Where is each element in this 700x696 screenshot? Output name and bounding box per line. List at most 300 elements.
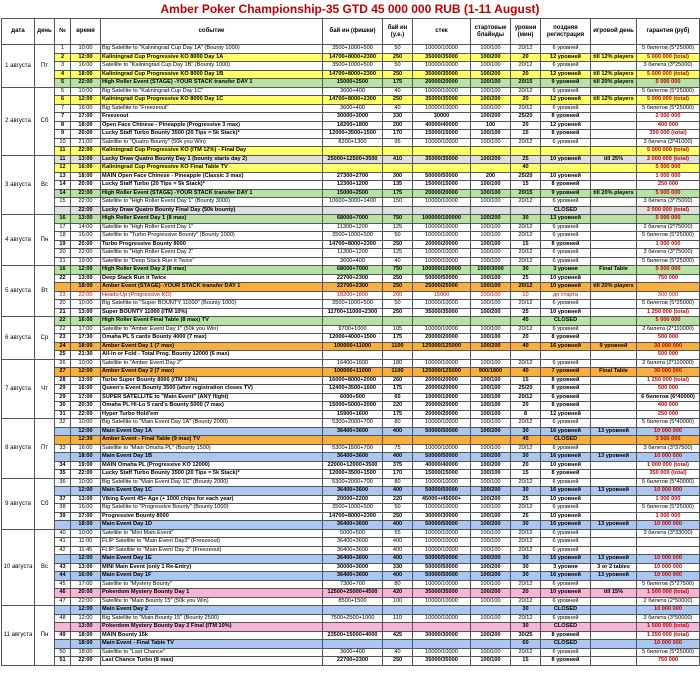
late-registration: 9 уровней xyxy=(541,189,591,198)
buyin-ue: 750 xyxy=(383,266,413,275)
table-row xyxy=(2,563,700,572)
buyin-chips: 12000+4000+1500 xyxy=(323,334,383,343)
event-name: Omaha PL 5 cards Bounty 4000 (7 max) xyxy=(101,334,323,343)
levels: 30 xyxy=(511,427,541,436)
event-name: MAIN Bounty 15k xyxy=(101,631,323,640)
event-name: High Roller Event (STAGE) -YOUR STACK transfer DAY 1 xyxy=(101,79,323,88)
game-day xyxy=(591,461,637,470)
table-row xyxy=(2,130,700,139)
event-name: Heads-Up (Progressive KO) xyxy=(101,291,323,300)
event-name: Satellite to "Mini Main Event" xyxy=(101,529,323,538)
event-name: High Roller Event Day 1 (8 max) xyxy=(101,215,323,224)
guarantee: 10 000 000 xyxy=(637,563,700,572)
buyin-ue xyxy=(383,436,413,445)
levels: 20/12 xyxy=(511,249,541,258)
buyin-chips: 3600+400 xyxy=(323,648,383,657)
late-registration: 6 уровней xyxy=(541,300,591,309)
game-day: till 20% players xyxy=(591,283,637,292)
table-row xyxy=(2,376,700,385)
buyin-ue: 200 xyxy=(383,121,413,130)
table-row xyxy=(2,308,700,317)
stack: 125000/125000 xyxy=(413,368,471,377)
weekday-cell: Пн xyxy=(35,215,55,266)
stack: 20000/20000 xyxy=(413,240,471,249)
event-number xyxy=(55,606,71,615)
event-name: Kaliningrad Cup Progressive KO 8000 Day 1B xyxy=(101,70,323,79)
guarantee: 5 билетов (5*40000) xyxy=(637,478,700,487)
levels: 20 xyxy=(511,70,541,79)
event-number: 36 xyxy=(55,478,71,487)
levels: 25 xyxy=(511,155,541,164)
start-blinds: 100/200 xyxy=(471,155,511,164)
buyin-chips xyxy=(323,147,383,156)
guarantee: 5 билетов (5*25000) xyxy=(637,232,700,241)
event-number: 50 xyxy=(55,648,71,657)
guarantee: 6 билетов (6*40000) xyxy=(637,393,700,402)
table-row xyxy=(2,478,700,487)
buyin-ue xyxy=(383,351,413,360)
stack: 10000/10000 xyxy=(413,597,471,606)
late-registration: 12 уровней xyxy=(541,410,591,419)
game-day xyxy=(591,308,637,317)
guarantee: 750 000 xyxy=(637,274,700,283)
guarantee: 5 000 000 xyxy=(637,79,700,88)
stack: 10000/10000 xyxy=(413,87,471,96)
start-blinds: 100/100 xyxy=(471,376,511,385)
game-day xyxy=(591,538,637,547)
date-cell: 8 августа xyxy=(2,419,35,479)
late-registration: 13 уровней xyxy=(541,215,591,224)
guarantee: 5 000 000 (total) xyxy=(637,53,700,62)
game-day xyxy=(591,495,637,504)
game-day xyxy=(591,198,637,207)
event-number: 45 xyxy=(55,580,71,589)
event-time: 12:00 xyxy=(71,427,101,436)
event-name: Main Event Day 1D xyxy=(101,521,323,530)
column-header: уровни (мин) xyxy=(511,19,541,45)
buyin-chips: 36400+3600 xyxy=(323,572,383,581)
table-row xyxy=(2,62,700,71)
stack: 45000+/45000+ xyxy=(413,495,471,504)
start-blinds: 100/100 xyxy=(471,385,511,394)
event-number: 31 xyxy=(55,410,71,419)
levels: 60 xyxy=(511,640,541,649)
late-registration: 10 уровней xyxy=(541,461,591,470)
buyin-ue: 100 xyxy=(383,597,413,606)
stack: 50000/50000 xyxy=(413,572,471,581)
levels: 20/12 xyxy=(511,45,541,54)
game-day xyxy=(591,45,637,54)
buyin-ue: 55 xyxy=(383,529,413,538)
guarantee: 5 билетов (5*40000) xyxy=(637,419,700,428)
event-name: Satellite to "Kaliningrad Cup Day 1B" (Bounty 1000) xyxy=(101,62,323,71)
buyin-chips xyxy=(323,606,383,615)
levels: 25/20 xyxy=(511,113,541,122)
game-day xyxy=(591,274,637,283)
buyin-chips: 100000+11000 xyxy=(323,368,383,377)
stack: 10000/10000 xyxy=(413,249,471,258)
stack: 15000/15000 xyxy=(413,181,471,190)
game-day xyxy=(591,232,637,241)
table-row xyxy=(2,555,700,564)
event-name: Satellite to "Amber Event Day 2" xyxy=(101,359,323,368)
start-blinds: 100/100 xyxy=(471,138,511,147)
event-number xyxy=(55,206,71,215)
late-registration: 8 уровней xyxy=(541,376,591,385)
buyin-chips: 25000+12500+3500 xyxy=(323,155,383,164)
guarantee: 5 билетов (5*25000) xyxy=(637,45,700,54)
event-time: 12:00 xyxy=(71,266,101,275)
event-time: 20:00 xyxy=(71,240,101,249)
guarantee: 2 билета (2*110000) xyxy=(637,325,700,334)
late-registration: 6 уровней xyxy=(541,198,591,207)
buyin-ue: 50 xyxy=(383,232,413,241)
start-blinds: 100/100 xyxy=(471,45,511,54)
levels: 40 xyxy=(511,368,541,377)
game-day: Final Table xyxy=(591,266,637,275)
start-blinds: 1500/3000 xyxy=(471,266,511,275)
start-blinds: 100/200 xyxy=(471,487,511,496)
late-registration: 8 уровней xyxy=(541,657,591,666)
late-registration: 12 уровней xyxy=(541,121,591,130)
buyin-ue: 250 xyxy=(383,240,413,249)
game-day xyxy=(591,300,637,309)
stack: 10000/10000 xyxy=(413,478,471,487)
table-row xyxy=(2,589,700,598)
event-time: 19:00 xyxy=(71,461,101,470)
guarantee: 300 000 xyxy=(637,291,700,300)
late-registration: 8 уровней xyxy=(541,470,591,479)
buyin-ue: 175 xyxy=(383,79,413,88)
game-day: 13 уровней xyxy=(591,572,637,581)
event-number: 15 xyxy=(55,198,71,207)
table-row xyxy=(2,648,700,657)
late-registration: 3 уровня xyxy=(541,266,591,275)
buyin-chips: 12000+3500+1500 xyxy=(323,470,383,479)
game-day xyxy=(591,206,637,215)
late-registration: CLOSED xyxy=(541,206,591,215)
buyin-chips: 16400+1600 xyxy=(323,359,383,368)
schedule-table xyxy=(1,18,700,666)
late-registration xyxy=(541,147,591,156)
game-day: till 20% players xyxy=(591,189,637,198)
stack xyxy=(413,317,471,326)
event-number: 42 xyxy=(55,546,71,555)
buyin-ue: 40 xyxy=(383,104,413,113)
event-number: 47 xyxy=(55,597,71,606)
stack: 35000/35000 xyxy=(413,96,471,105)
buyin-ue: 250 xyxy=(383,53,413,62)
start-blinds: 100/100 xyxy=(471,291,511,300)
buyin-chips xyxy=(323,640,383,649)
start-blinds: 100/100 xyxy=(471,512,511,521)
event-time: 14:00 xyxy=(71,223,101,232)
event-time: 18:00 xyxy=(71,121,101,130)
start-blinds: 100/200 xyxy=(471,589,511,598)
table-row xyxy=(2,172,700,181)
game-day xyxy=(591,121,637,130)
game-day xyxy=(591,597,637,606)
late-registration: 6 уровней xyxy=(541,444,591,453)
stack xyxy=(413,436,471,445)
event-number: 22 xyxy=(55,274,71,283)
levels: 20/12 xyxy=(511,648,541,657)
start-blinds: 100/100 xyxy=(471,62,511,71)
buyin-ue: 170 xyxy=(383,130,413,139)
buyin-ue: 80 xyxy=(383,580,413,589)
table-row xyxy=(2,572,700,581)
stack: 10000/10000 xyxy=(413,62,471,71)
buyin-ue: 135 xyxy=(383,181,413,190)
stack: 20000/20000 xyxy=(413,79,471,88)
event-name: Big Satellite to "Main Bounty 15" (Bounty 2500) xyxy=(101,614,323,623)
game-day xyxy=(591,104,637,113)
stack: 15000/15000 xyxy=(413,130,471,139)
event-number xyxy=(55,427,71,436)
stack: 35000/35000 xyxy=(413,70,471,79)
game-day xyxy=(591,419,637,428)
event-time: 16:00 xyxy=(71,504,101,513)
event-number: 22 xyxy=(55,317,71,326)
guarantee: 3 билета (3*25000) xyxy=(637,62,700,71)
game-day: till 25% xyxy=(591,155,637,164)
buyin-chips: 11300+1200 xyxy=(323,249,383,258)
event-number xyxy=(55,640,71,649)
event-number: 20 xyxy=(55,249,71,258)
late-registration: 6 уровней xyxy=(541,325,591,334)
event-name: Kaliningrad Cup Progressive KO (ITM 12%) - Final Day xyxy=(101,147,323,156)
buyin-chips: 23500+15000+4000 xyxy=(323,631,383,640)
start-blinds: 100/100 xyxy=(471,546,511,555)
buyin-ue: 750 xyxy=(383,215,413,224)
event-number: 3 xyxy=(55,62,71,71)
event-time: 17:00 xyxy=(71,580,101,589)
buyin-chips: 11700+11000+2300 xyxy=(323,308,383,317)
table-row xyxy=(2,300,700,309)
weekday-cell: Вс xyxy=(35,529,55,606)
late-registration: 6 уровней xyxy=(541,87,591,96)
event-time: 12:00 xyxy=(71,368,101,377)
guarantee: 5 000 000 xyxy=(637,215,700,224)
event-name: Main Event Day 2 xyxy=(101,606,323,615)
buyin-chips: 100000+11000 xyxy=(323,342,383,351)
guarantee: 10 000 000 xyxy=(637,521,700,530)
levels xyxy=(511,351,541,360)
table-row xyxy=(2,155,700,164)
stack: 100000/100000 xyxy=(413,215,471,224)
stack: 35000/35000 xyxy=(413,155,471,164)
late-registration: CLOSED xyxy=(541,623,591,632)
weekday-cell: Пн xyxy=(35,606,55,666)
buyin-ue xyxy=(383,147,413,156)
start-blinds: 100/200 xyxy=(471,572,511,581)
table-row xyxy=(2,359,700,368)
event-time: 13:00 xyxy=(71,623,101,632)
event-time: 21:00 xyxy=(71,138,101,147)
event-time: 22:00 xyxy=(71,657,101,666)
guarantee: 3 билета (3*37500) xyxy=(637,444,700,453)
game-day: till 20% players xyxy=(591,79,637,88)
game-day: Final Table xyxy=(591,368,637,377)
late-registration xyxy=(541,164,591,173)
start-blinds: 100/200 xyxy=(471,453,511,462)
late-registration: 6 уровней xyxy=(541,538,591,547)
event-time: 18:00 xyxy=(71,453,101,462)
buyin-ue: 1100 xyxy=(383,342,413,351)
buyin-ue: 105 xyxy=(383,325,413,334)
game-day xyxy=(591,402,637,411)
levels: 20/15 xyxy=(511,189,541,198)
late-registration: 10 уровней xyxy=(541,512,591,521)
levels: 30 xyxy=(511,555,541,564)
table-row xyxy=(2,402,700,411)
levels: 20/12 xyxy=(511,283,541,292)
guarantee: 10 000 000 xyxy=(637,427,700,436)
late-registration: 10 уровней xyxy=(541,172,591,181)
stack: 35000/35000 xyxy=(413,53,471,62)
late-registration: 8 уровней xyxy=(541,385,591,394)
table-row xyxy=(2,223,700,232)
event-name: Amber Event Day 1 (7 max) xyxy=(101,342,323,351)
levels: 20/12 xyxy=(511,538,541,547)
event-number: 37 xyxy=(55,495,71,504)
event-number xyxy=(55,453,71,462)
header-row xyxy=(2,19,700,45)
event-name: Satellite to "Turbo Progressive Bounty" (Bounty 1000) xyxy=(101,232,323,241)
buyin-chips: 12400+3500+1600 xyxy=(323,385,383,394)
event-number: 5 xyxy=(55,79,71,88)
buyin-ue: 200 xyxy=(383,291,413,300)
start-blinds: 100/100 xyxy=(471,257,511,266)
late-registration: 8 уровней xyxy=(541,113,591,122)
table-row xyxy=(2,351,700,360)
table-row xyxy=(2,342,700,351)
late-registration: 8 уровней xyxy=(541,402,591,411)
date-cell: 4 августа xyxy=(2,215,35,266)
guarantee: 1 000 000 xyxy=(637,495,700,504)
date-cell: 3 августа xyxy=(2,155,35,215)
stack: 10000/10000 xyxy=(413,648,471,657)
table-row xyxy=(2,521,700,530)
start-blinds: 100/100 xyxy=(471,538,511,547)
buyin-chips: 3500+1000+500 xyxy=(323,62,383,71)
levels: 15 xyxy=(511,130,541,139)
column-header: поздняя регистрация xyxy=(541,19,591,45)
levels: 8 xyxy=(511,410,541,419)
start-blinds: 100/200 xyxy=(471,96,511,105)
event-name: Satellite to "Amber Event Day 1" (50k you Win) xyxy=(101,325,323,334)
stack: 25000/25000 xyxy=(413,283,471,292)
table-row xyxy=(2,419,700,428)
game-day xyxy=(591,580,637,589)
buyin-chips: 9700+1000 xyxy=(323,325,383,334)
event-number: 8 xyxy=(55,121,71,130)
event-name: Viking Event 45+ Age (+ 1000 chips for each year) xyxy=(101,495,323,504)
late-registration: CLOSED xyxy=(541,317,591,326)
buyin-chips: 12000+3500+1500 xyxy=(323,130,383,139)
date-cell: 9 августа xyxy=(2,478,35,529)
guarantee: 1 000 000 xyxy=(637,240,700,249)
event-number: 48 xyxy=(55,614,71,623)
buyin-ue: 50 xyxy=(383,504,413,513)
start-blinds: 100/100 xyxy=(471,79,511,88)
game-day xyxy=(591,215,637,224)
levels: 20/12 xyxy=(511,478,541,487)
start-blinds xyxy=(471,317,511,326)
stack: 35000/35000 xyxy=(413,657,471,666)
buyin-ue: 75 xyxy=(383,444,413,453)
event-number xyxy=(55,283,71,292)
event-number: 12 xyxy=(55,164,71,173)
levels xyxy=(511,206,541,215)
guarantee: 10 000 000 xyxy=(637,487,700,496)
guarantee xyxy=(637,538,700,547)
game-day: 13 уровней xyxy=(591,487,637,496)
event-name: Satellite to "High Roller Event Day 2" xyxy=(101,249,323,258)
levels: 45 xyxy=(511,317,541,326)
game-day: till 12% players xyxy=(591,53,637,62)
late-registration: CLOSED xyxy=(541,606,591,615)
date-cell: 6 августа xyxy=(2,317,35,360)
levels: 40 xyxy=(511,164,541,173)
event-time: 18:00 xyxy=(71,283,101,292)
guarantee: 10 000 000 xyxy=(637,572,700,581)
column-header: день xyxy=(35,19,55,45)
event-name: MAIN Open Face Chinese - Pineapple (Classic 3 max) xyxy=(101,172,323,181)
event-time: 22:00 xyxy=(71,198,101,207)
table-row xyxy=(2,274,700,283)
buyin-ue: 175 xyxy=(383,385,413,394)
buyin-chips: 36400+3600 xyxy=(323,487,383,496)
levels: 30 xyxy=(511,215,541,224)
game-day: 13 уровней xyxy=(591,555,637,564)
event-name: Lucky Staff Turbo Bounty 3500 (20 Tips = 5k Stack)* xyxy=(101,470,323,479)
late-registration: 6 уровней xyxy=(541,232,591,241)
levels: 20/12 xyxy=(511,580,541,589)
start-blinds: 100/100 xyxy=(471,393,511,402)
event-time: 13:00 xyxy=(71,215,101,224)
event-name: High Roller Event (STAGE) -YOUR STACK transfer DAY 1 xyxy=(101,189,323,198)
event-time: 12:00 xyxy=(71,555,101,564)
event-number: 17 xyxy=(55,223,71,232)
event-time: 16:00 xyxy=(71,385,101,394)
event-name: MAIN Omaha PL (Progressive KO 12000) xyxy=(101,461,323,470)
start-blinds: 100/100 xyxy=(471,478,511,487)
buyin-ue: 125 xyxy=(383,223,413,232)
event-number: 4 xyxy=(55,70,71,79)
start-blinds: 100/100 xyxy=(471,189,511,198)
table-row xyxy=(2,232,700,241)
buyin-chips: 15000+2500 xyxy=(323,189,383,198)
buyin-ue: 375 xyxy=(383,461,413,470)
guarantee: 750 000 xyxy=(637,657,700,666)
start-blinds: 100/100 xyxy=(471,504,511,513)
event-time: 16:00 xyxy=(71,164,101,173)
event-time: 17:00 xyxy=(71,325,101,334)
event-time: 10:00 xyxy=(71,478,101,487)
column-header: гарантия (руб) xyxy=(637,19,700,45)
guarantee: 30 000 000 xyxy=(637,368,700,377)
game-day xyxy=(591,546,637,555)
stack: 50000/50000 xyxy=(413,172,471,181)
stack: 40000/40000 xyxy=(413,121,471,130)
event-name: Main Event Day 1A xyxy=(101,427,323,436)
buyin-ue: 400 xyxy=(383,538,413,547)
event-name: Lucky Draw Quatro Bounty Day 1 (bounty starts day 2) xyxy=(101,155,323,164)
game-day xyxy=(591,385,637,394)
levels: 20/12 xyxy=(511,359,541,368)
buyin-ue: 250 xyxy=(383,512,413,521)
